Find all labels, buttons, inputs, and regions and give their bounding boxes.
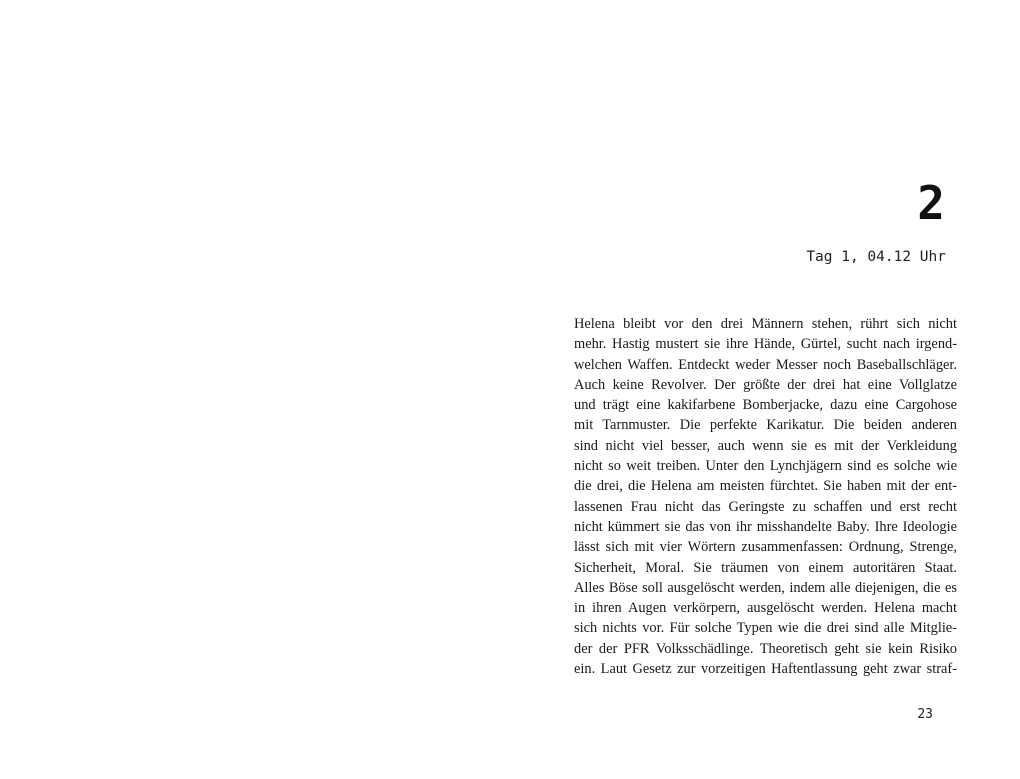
text-line: mehr. Hastig mustert sie ihre Hände, Gürtel, sucht nach irgend- (574, 336, 957, 353)
text-line: ein. Laut Gesetz zur vorzeitigen Haftentlassung geht zwar straf- (574, 661, 957, 678)
body-text (574, 314, 957, 679)
text-line: Auch keine Revolver. Der größte der drei hat eine Vollglatze (574, 376, 957, 393)
text-line: in ihren Augen verkörpern, ausgelöscht werden. Helena macht (574, 600, 957, 617)
chapter-number: 2 (917, 176, 945, 230)
text-line: Sicherheit, Moral. Sie träumen von einem autoritären Staat. (574, 559, 957, 576)
text-line: Helena bleibt vor den drei Männern stehen, rührt sich nicht (574, 316, 957, 332)
text-line: lässt sich mit vier Wörtern zusammenfassen: Ordnung, Strenge, (574, 539, 957, 556)
text-line: Alles Böse soll ausgelöscht werden, indem alle diejenigen, die es (574, 579, 957, 596)
text-line: die drei, die Helena am meisten fürchtet. Sie haben mit der ent- (574, 478, 957, 495)
text-line: sind nicht viel besser, auch wenn sie es mit der Verkleidung (574, 437, 957, 454)
chapter-subtitle: Tag 1, 04.12 Uhr (806, 249, 946, 265)
text-line: sich nichts vor. Für solche Typen wie die drei sind alle Mitglie- (574, 620, 957, 637)
page-number: 23 (917, 707, 933, 722)
right-page (510, 0, 1020, 779)
text-line: lassenen Frau nicht das Geringste zu schaffen und erst recht (574, 498, 957, 515)
text-line: der der PFR Volksschädlinge. Theoretisch geht sie kein Risiko (574, 640, 957, 657)
text-line: nicht kümmert sie das von ihr misshandelte Baby. Ihre Ideologie (574, 518, 957, 535)
text-line: mit Tarnmuster. Die perfekte Karikatur. Die beiden anderen (574, 417, 957, 434)
text-line: und trägt eine kakifarbene Bomberjacke, dazu eine Cargohose (574, 397, 957, 414)
text-line: welchen Waffen. Entdeckt weder Messer noch Baseballschläger. (574, 356, 957, 373)
text-line: nicht so weit treiben. Unter den Lynchjägern sind es solche wie (574, 458, 957, 475)
